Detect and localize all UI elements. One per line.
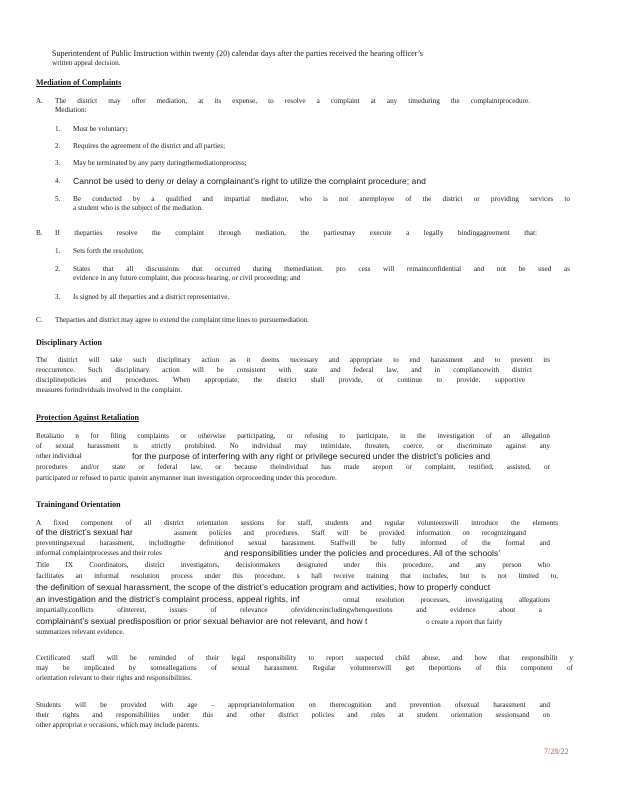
mediation-b-item-num: 3. (55, 293, 61, 301)
mediation-item-num: 4. (55, 177, 61, 185)
mediation-item-text: Cannot be used to deny or delay a complainant’s right to utilize the complaint procedure; and (73, 176, 426, 186)
protection-line: of sexual harassment is strictly prohibited. No individual may intimidate, threaten, coerce, or discriminate against any (36, 442, 550, 450)
mediation-b-label: B. (36, 229, 43, 237)
protection-heading: Protection Against Retaliation (36, 413, 139, 422)
disciplinary-line: reoccurrence. Such disciplinary action will be consistent with state and federal law, and in compliancewith district (36, 366, 532, 374)
training-line: preventingsexual harassment, includingthe definitionof sexual harassment. Staffwill be fully informed of the formal and (36, 539, 550, 547)
mediation-item-text: Be conducted by a qualified and impartial mediator, who is not anemployee of the district or providing services to (73, 195, 570, 203)
students-line: their rights and responsibilities under this and other district policies and rules at student orientation sessionsand on (36, 711, 550, 719)
training-heading: Trainingand Orientation (36, 500, 121, 509)
protection-line: procedures and/or state or federal law, or because theindividual has made areport or complaint, testified, assisted, or (36, 463, 550, 471)
training-line: assment policies and procedures. Staff will be provided information on recognizingand (174, 529, 526, 537)
training-line-emphasis: complainant’s sexual predisposition or prior sexual behavior are not relevant, and how t (36, 616, 368, 626)
mediation-b-item-num: 1. (55, 247, 61, 255)
mediation-c-label: C. (36, 316, 43, 324)
mediation-c-line: Theparties and district may agree to extend the complaint time lines to pursuemediation. (55, 316, 310, 324)
training-line: Title IX Coordinators, district investigators, decisionmakers designated under this procedure, and any person who (36, 561, 550, 569)
mediation-item-num: 2. (55, 142, 61, 150)
mediation-b-line: If theparties resolve the complaint through mediation, the partiesmay execute a legally bindingagreement that: (55, 229, 537, 237)
certificated-line: may be implicated by someallegations of sexual harassment. Regular volunteerswill get theportions of this component of (36, 664, 573, 672)
mediation-item-text: a student who is the subject of the mediation. (73, 204, 203, 212)
protection-line: Retaliatio n for filing complaints or otherwise participating, or refusing to participate, in the investigation of an allegation (36, 432, 550, 440)
training-line-emphasis: and responsibilities under the policies and procedures. All of the schools’ (224, 548, 501, 558)
mediation-item-text: Must be voluntary; (73, 125, 128, 133)
disciplinary-line: The district will take such disciplinary action as it deems necessary and appropriate to end harassment and to prevent its (36, 356, 550, 364)
students-line: Students will be provided with age - appropriateinformation on therecognition and prevention ofsexual harassment and (36, 701, 550, 709)
disciplinary-heading: Disciplinary Action (36, 338, 103, 347)
footer-date: 7/28/22 (544, 747, 569, 756)
mediation-item-num: 1. (55, 125, 61, 133)
mediation-a-line-2: Mediation: (55, 106, 87, 114)
training-line: informal complaintprocesses and their roles (36, 549, 162, 557)
training-line-emphasis: an investigation and the district’s complaint process, appeal rights, inf (36, 594, 300, 604)
protection-line: participated or refused to partic ipatein anymanner inan investigation orproceeding under this procedure. (36, 474, 337, 482)
mediation-b-item-text: evidence in any future complaint, due process hearing, or civil proceeding; and (73, 274, 301, 282)
certificated-line: orientation relevant to their rights and responsibilities. (36, 674, 192, 682)
protection-line: other individual (36, 452, 82, 460)
protection-line-emphasis: for the purpose of interfering with any right or privilege secured under the district’s policies and (132, 451, 491, 461)
mediation-heading: Mediation of Complaints (36, 78, 122, 87)
training-line-emphasis: the definition of sexual harassment, the scope of the district’s education program and activities, how to properly conduct (36, 582, 491, 592)
mediation-b-item-text: Sets forth the resolution; (73, 247, 144, 255)
mediation-item-text: May be terminated by any party duringthemediationprocess; (73, 159, 247, 167)
training-line: ormal resolution processes, investigating allegations (343, 596, 550, 604)
disciplinary-line: measures forindividuals involved in the complaint. (36, 386, 183, 394)
training-line-emphasis: of the district’s sexual har (36, 527, 133, 537)
training-line: A fixed component of all district orientation sessions for staff, students and regular volunteerswill introduce the elements (36, 519, 558, 527)
mediation-a-label: A. (36, 97, 43, 105)
certificated-line: Certificated staff will be reminded of their legal responsibility to report suspected child abuse, and how that responsibilit y (36, 654, 573, 662)
training-line: o create a report that fairly (426, 618, 503, 626)
mediation-item-text: Requires the agreement of the district and all parties; (73, 142, 226, 150)
intro-line-1: Superintendent of Public Instruction within twenty (20) calendar days after the parties received the hearing officer’s (52, 49, 423, 58)
mediation-b-item-num: 2. (55, 265, 61, 273)
mediation-b-item-text: Is signed by all theparties and a district representative. (73, 293, 230, 301)
mediation-item-num: 5. (55, 195, 61, 203)
disciplinary-line: disciplinepolicies and procedures. When appropriate, the district shall provide, or continue to provide, supportive (36, 376, 525, 384)
mediation-b-item-text: States that all discussions that occurred during themediation. pro cess will remainconfidential and not be used as (73, 265, 570, 273)
intro-line-2: written appeal decision. (52, 59, 121, 67)
mediation-a-line-1: The district may offer mediation, at its expense, to resolve a complaint at any timeduring the complaintprocedure. (55, 97, 530, 105)
mediation-item-num: 3. (55, 159, 61, 167)
training-line: facilitates an informal resolution process under this procedure, s hall receive training that includes, but is not limited to, (36, 572, 558, 580)
students-line: other appropriat e occasions, which may include parents. (36, 721, 200, 729)
training-line: summarizes relevant evidence. (36, 628, 125, 636)
training-line: impartially,conflicts ofinterest, issues of relevance ofevidenceincludingwhenquestions and evidence about a (36, 606, 542, 614)
